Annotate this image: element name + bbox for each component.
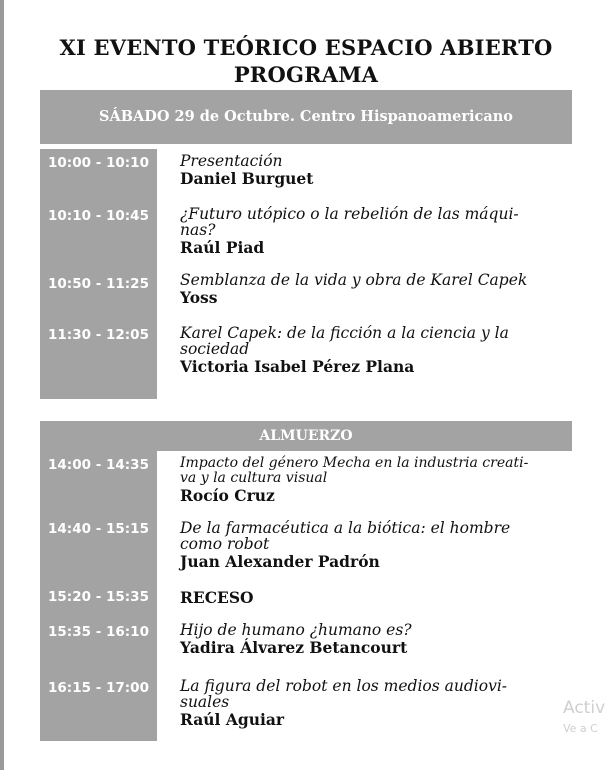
- time-slot: 10:50 - 11:25: [48, 276, 149, 292]
- recess-label: RECESO: [180, 588, 254, 607]
- title-line-2: PROGRAMA: [233, 62, 379, 87]
- time-slot: 15:20 - 15:35: [48, 589, 149, 605]
- talk-title: Semblanza de la vida y obra de Karel Capek: [180, 271, 528, 289]
- talk-speaker: Yoss: [180, 288, 218, 307]
- afternoon-time-column: [40, 451, 157, 741]
- talk-speaker: Daniel Burguet: [180, 169, 314, 188]
- talk-speaker: Victoria Isabel Pérez Plana: [180, 357, 415, 376]
- lunch-header: ALMUERZO: [40, 421, 572, 451]
- time-slot: 10:00 - 10:10: [48, 155, 149, 171]
- title-line-1: XI EVENTO TEÓRICO ESPACIO ABIERTO: [59, 35, 553, 60]
- time-slot: 11:30 - 12:05: [48, 327, 149, 343]
- talk-item: [180, 325, 572, 376]
- time-slot: 15:35 - 16:10: [48, 624, 149, 640]
- talk-item: [180, 456, 572, 505]
- activation-watermark: Activ: [563, 698, 605, 718]
- left-edge-bar: [0, 0, 4, 770]
- talk-item: [180, 206, 572, 257]
- talk-title: Impacto del género Mecha en la industria creati- va y la cultura visual: [180, 455, 529, 486]
- activation-watermark-sub: Ve a C: [563, 722, 598, 735]
- morning-time-column: [40, 149, 157, 399]
- time-slot: 14:40 - 15:15: [48, 521, 149, 537]
- time-slot: 14:00 - 14:35: [48, 457, 149, 473]
- talk-item: [180, 272, 572, 307]
- talk-speaker: Raúl Piad: [180, 238, 265, 257]
- talk-speaker: Rocío Cruz: [180, 486, 275, 505]
- time-slot: 10:10 - 10:45: [48, 208, 149, 224]
- talk-item: [180, 588, 572, 607]
- talk-title: ¿Futuro utópico o la rebelión de las máqui- nas?: [180, 205, 519, 239]
- talk-item: [180, 520, 572, 571]
- talk-title: Presentación: [180, 152, 283, 170]
- talk-item: [180, 153, 572, 188]
- talk-title: De la farmacéutica a la biótica: el hombre como robot: [180, 519, 511, 553]
- talk-item: [180, 622, 572, 657]
- talk-title: La figura del robot en los medios audiovi- suales: [180, 677, 508, 711]
- talk-speaker: Juan Alexander Padrón: [180, 552, 380, 571]
- talk-title: Hijo de humano ¿humano es?: [180, 621, 412, 639]
- talk-title: Karel Capek: de la ficción a la ciencia y la sociedad: [180, 324, 509, 358]
- time-slot: 16:15 - 17:00: [48, 680, 149, 696]
- talk-speaker: Yadira Álvarez Betancourt: [180, 638, 408, 657]
- page-title: [40, 34, 572, 88]
- morning-header: SÁBADO 29 de Octubre. Centro Hispanoamericano: [40, 90, 572, 144]
- talk-item: [180, 678, 572, 729]
- talk-speaker: Raúl Aguiar: [180, 710, 285, 729]
